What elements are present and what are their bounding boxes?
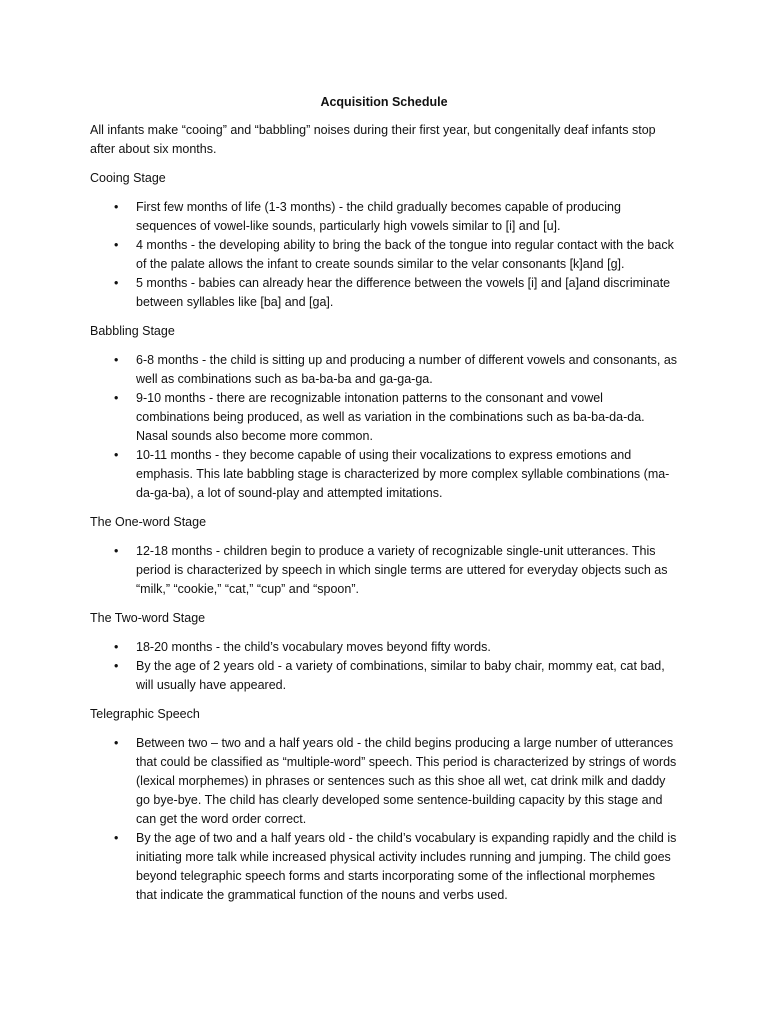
list-item [90, 829, 678, 905]
list-item [90, 446, 678, 503]
document-title: Acquisition Schedule [320, 95, 448, 109]
list-item-text: By the age of two and a half years old - the child’s vocabulary is expanding rapidly and the child is initiating more talk while increased physical activity includes running and jumping. The child goes beyond telegraphic speech forms and starts incorporating some of the inflectional morphemes that indicate the grammatical function of the nouns and verbs used. [136, 831, 677, 902]
section-heading-telegraphic: Telegraphic Speech [90, 707, 200, 721]
list-item [90, 638, 678, 657]
bullet-icon: • [114, 544, 119, 558]
list-item [90, 657, 678, 695]
list-item [90, 389, 678, 446]
bullet-list-two-word [90, 638, 678, 695]
bullet-list-telegraphic [90, 734, 678, 905]
list-item-text: 10-11 months - they become capable of using their vocalizations to express emotions and emphasis. This late babbling stage is characterized by more complex syllable combinations (ma-da-ga-ba), a lot of sound-play and attempted imitations. [136, 448, 670, 500]
bullet-list-one-word [90, 542, 678, 599]
bullet-list-cooing [90, 198, 678, 312]
section-heading-two-word: The Two-word Stage [90, 611, 206, 625]
bullet-icon: • [114, 276, 119, 290]
list-item [90, 198, 678, 236]
list-item [90, 351, 678, 389]
list-item-text: Between two – two and a half years old - the child begins producing a large number of utterances that could be classified as “multiple-word” speech. This period is characterized by strings of words (lexical morphemes) in phrases or sentences such as this shoe all wet, cat drink milk and daddy go bye-bye. The child has clearly developed some sentence-building capacity by this stage and can get the word order correct. [136, 736, 677, 826]
list-item-text: By the age of 2 years old - a variety of combinations, similar to baby chair, mommy eat, cat bad, will usually have appeared. [136, 659, 665, 692]
intro-paragraph: All infants make “cooing” and “babbling” noises during their first year, but congenitally deaf infants stop after about six months. [90, 123, 656, 156]
bullet-icon: • [114, 831, 119, 845]
bullet-icon: • [114, 448, 119, 462]
bullet-icon: • [114, 640, 119, 654]
list-item-text: 4 months - the developing ability to bring the back of the tongue into regular contact with the back of the palate allows the infant to create sounds similar to the velar consonants [k]and [g]. [136, 238, 674, 271]
bullet-icon: • [114, 353, 119, 367]
section-heading-cooing: Cooing Stage [90, 171, 166, 185]
section-heading-babbling: Babbling Stage [90, 324, 175, 338]
list-item [90, 236, 678, 274]
bullet-icon: • [114, 659, 119, 673]
list-item [90, 542, 678, 599]
bullet-icon: • [114, 200, 119, 214]
list-item [90, 734, 678, 829]
bullet-icon: • [114, 736, 119, 750]
list-item-text: 9-10 months - there are recognizable intonation patterns to the consonant and vowel combinations being produced, as well as variation in the combinations such as ba-ba-da-da. Nasal sounds also become more common. [136, 391, 645, 443]
bullet-icon: • [114, 391, 119, 405]
bullet-icon: • [114, 238, 119, 252]
section-heading-one-word: The One-word Stage [90, 515, 207, 529]
bullet-list-babbling [90, 351, 678, 503]
list-item-text: 18-20 months - the child’s vocabulary moves beyond fifty words. [136, 640, 491, 654]
list-item-text: 6-8 months - the child is sitting up and producing a number of different vowels and consonants, as well as combinations such as ba-ba-ba and ga-ga-ga. [136, 353, 678, 386]
list-item [90, 274, 678, 312]
list-item-text: 12-18 months - children begin to produce a variety of recognizable single-unit utterances. This period is characterized by speech in which single terms are uttered for everyday objects such as “milk,” “cookie,” “cat,” “cup” and “spoon”. [136, 544, 668, 596]
list-item-text: First few months of life (1-3 months) - the child gradually becomes capable of producing sequences of vowel-like sounds, particularly high vowels similar to [i] and [u]. [136, 200, 621, 233]
list-item-text: 5 months - babies can already hear the difference between the vowels [i] and [a]and discriminate between syllables like [ba] and [ga]. [136, 276, 671, 309]
